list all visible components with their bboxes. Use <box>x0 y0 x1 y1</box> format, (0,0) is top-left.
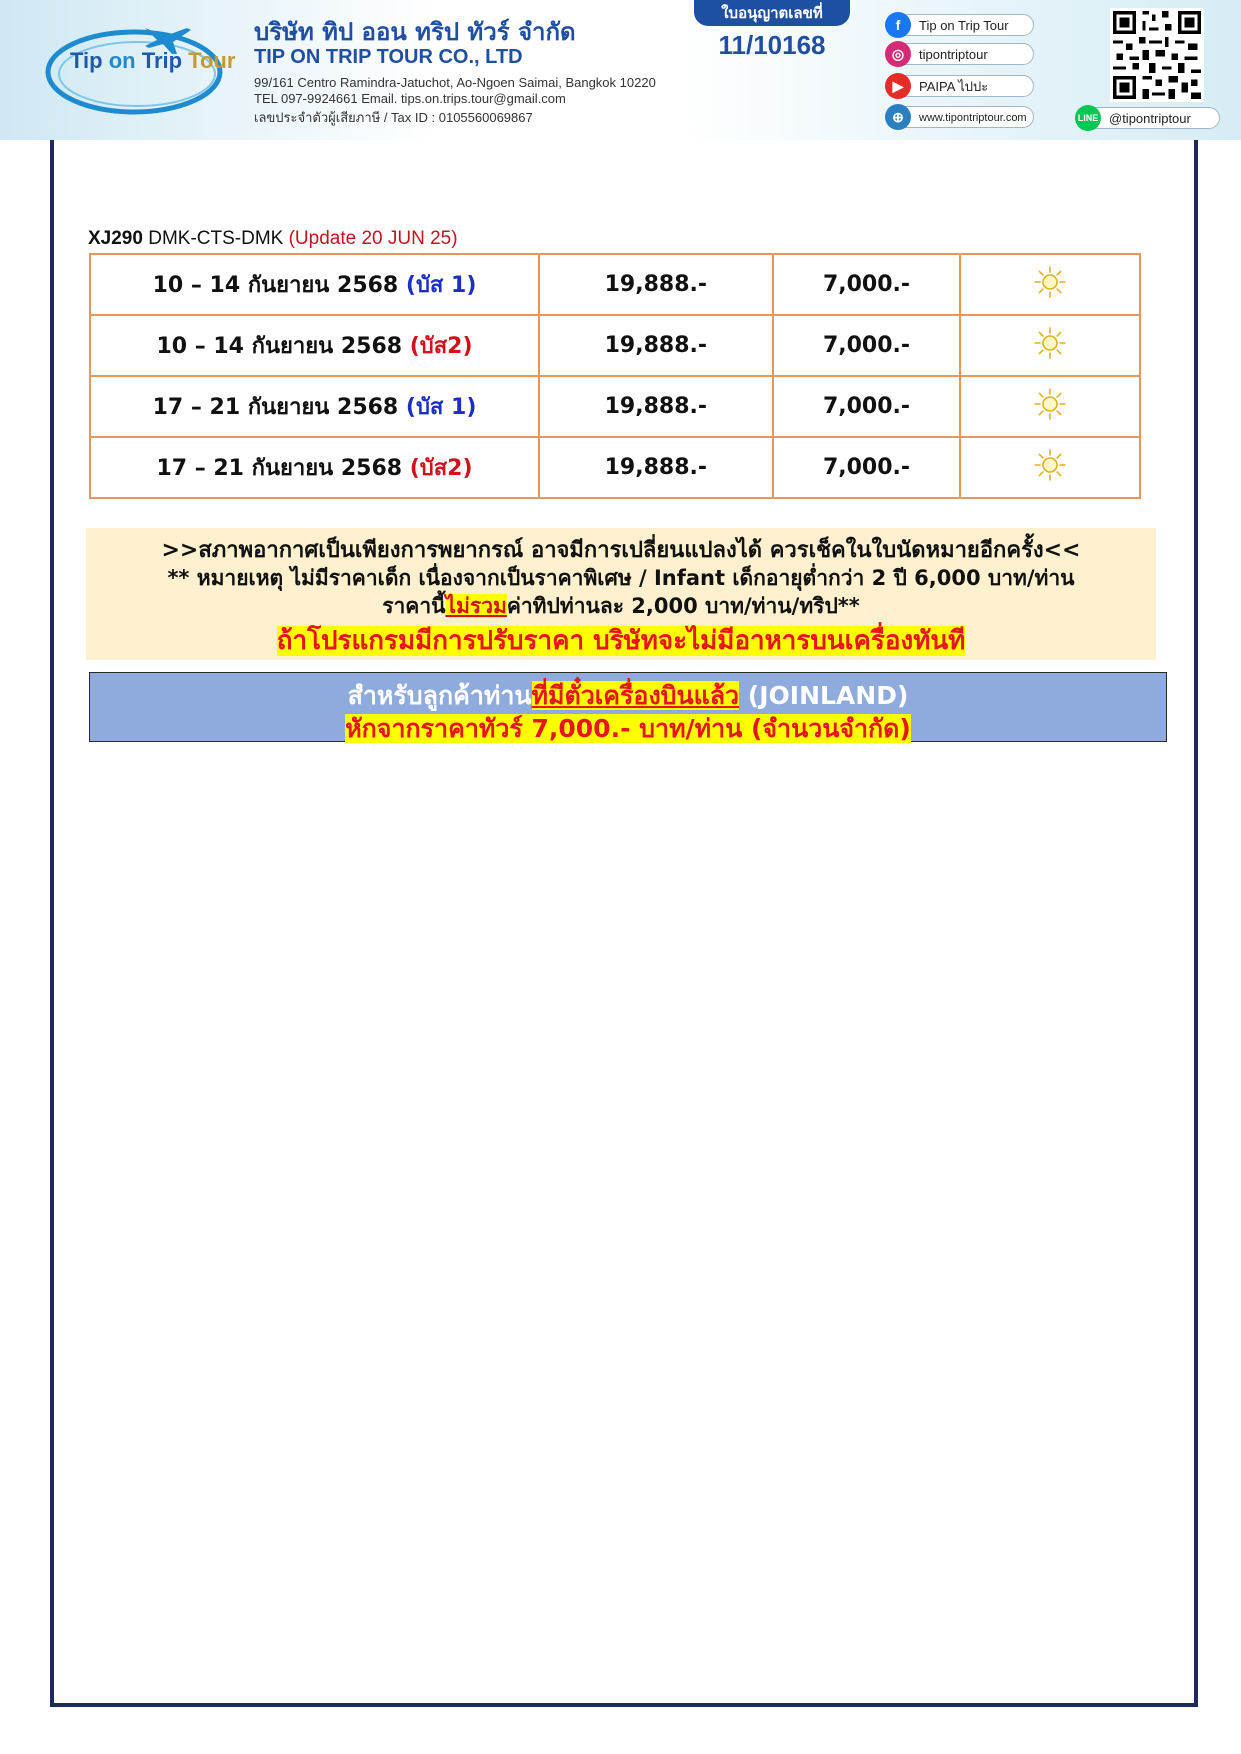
license-number: 11/10168 <box>718 30 826 60</box>
instagram-icon: ◎ <box>885 41 911 67</box>
social-instagram[interactable] <box>886 43 1034 65</box>
social-website[interactable] <box>886 106 1034 128</box>
company-contact: TEL 097-9924661 Email. tips.on.trips.tour@gmail.com <box>254 91 566 106</box>
facebook-icon: f <box>885 12 911 38</box>
tour-price: 19,888.- <box>539 315 773 376</box>
travel-date-cell <box>90 315 539 376</box>
weather-cell <box>960 315 1140 376</box>
tour-price: 19,888.- <box>539 437 773 498</box>
logo-text: Tip on Trip Tour <box>70 48 236 73</box>
bus-label: (บัส2) <box>409 456 473 481</box>
tour-price: 19,888.- <box>539 254 773 315</box>
travel-date: 17 – 21 กันยายน 2568 <box>156 456 410 481</box>
joinland-price: 7,000.- <box>773 315 961 376</box>
travel-date: 10 – 14 กันยายน 2568 <box>156 334 410 359</box>
price-table <box>89 253 1141 499</box>
company-name-thai: บริษัท ทิป ออน ทริป ทัวร์ จำกัด <box>254 18 576 46</box>
tour-price: 19,888.- <box>539 376 773 437</box>
youtube-icon: ▶ <box>885 73 911 99</box>
joinland-price: 7,000.- <box>773 376 961 437</box>
weather-note: >>สภาพอากาศเป็นเพียงการพยากรณ์ อาจมีการเปลี่ยนแปลงได้ ควรเช็คในใบนัดหมายอีกครั้ง<< <box>161 538 1081 563</box>
price-adjust-warning: ถ้าโปรแกรมมีการปรับราคา บริษัทจะไม่มีอาหารบนเครื่องทันที <box>276 626 966 656</box>
social-label: www.tipontriptour.com <box>919 112 1027 124</box>
travel-date: 17 – 21 กันยายน 2568 <box>152 395 406 420</box>
sun-icon <box>1032 281 1068 306</box>
social-line[interactable] <box>1076 107 1220 129</box>
web-icon: ⊕ <box>885 104 911 130</box>
company-address: 99/161 Centro Ramindra-Jatuchot, Ao-Ngoen Saimai, Bangkok 10220 <box>254 75 656 90</box>
letterhead <box>0 0 1241 140</box>
child-price-note: ** หมายเหตุ ไม่มีราคาเด็ก เนื่องจากเป็นราคาพิเศษ / Infant เด็กอายุต่ำกว่า 2 ปี 6,000 บาท/ท่าน <box>167 566 1075 590</box>
travel-date-cell <box>90 437 539 498</box>
license-label: ใบอนุญาตเลขที่ <box>694 0 850 26</box>
company-tax-id: เลขประจำตัวผู้เสียภาษี / Tax ID : 0105560069867 <box>254 110 533 125</box>
company-name-english: TIP ON TRIP TOUR CO., LTD <box>254 46 523 68</box>
joinland-price: 7,000.- <box>773 254 961 315</box>
bus-label: (บัส 1) <box>405 395 477 420</box>
qr-code-icon <box>1110 8 1204 102</box>
joinland-box <box>89 672 1167 742</box>
travel-date-cell <box>90 376 539 437</box>
tip-note: ราคานี้ไม่รวมค่าทิปท่านละ 2,000 บาท/ท่าน/ทริป** <box>382 594 860 618</box>
social-youtube[interactable] <box>886 75 1034 97</box>
flight-route: DMK-CTS-DMK <box>142 228 289 249</box>
sun-icon <box>1032 403 1068 428</box>
table-row <box>90 315 1140 376</box>
flight-code: XJ290 <box>88 228 143 249</box>
weather-cell <box>960 437 1140 498</box>
update-date: (Update 20 JUN 25) <box>288 228 458 249</box>
travel-date-cell <box>90 254 539 315</box>
flight-info <box>88 228 458 250</box>
social-label: PAIPA ไปปะ <box>919 79 989 94</box>
table-row <box>90 437 1140 498</box>
has-ticket-highlight: ที่มีตั๋วเครื่องบินแล้ว <box>531 681 740 710</box>
weather-cell <box>960 376 1140 437</box>
table-row <box>90 376 1140 437</box>
notes-box <box>86 528 1156 660</box>
social-label: @tipontriptour <box>1109 111 1191 126</box>
weather-cell <box>960 254 1140 315</box>
joinland-discount: หักจากราคาทัวร์ 7,000.- บาท/ท่าน (จำนวนจำกัด) <box>345 714 911 743</box>
bus-label: (บัส2) <box>409 334 473 359</box>
table-row <box>90 254 1140 315</box>
not-included-highlight: ไม่รวม <box>445 594 507 618</box>
social-facebook[interactable] <box>886 14 1034 36</box>
sun-icon <box>1032 464 1068 489</box>
line-icon: LINE <box>1075 105 1101 131</box>
joinland-price: 7,000.- <box>773 437 961 498</box>
social-label: tipontriptour <box>919 47 988 62</box>
sun-icon <box>1032 342 1068 367</box>
social-label: Tip on Trip Tour <box>919 18 1009 33</box>
travel-date: 10 – 14 กันยายน 2568 <box>152 273 406 298</box>
bus-label: (บัส 1) <box>405 273 477 298</box>
joinland-title: สำหรับลูกค้าท่านที่มีตั๋วเครื่องบินแล้ว (JOINLAND) <box>347 681 909 710</box>
